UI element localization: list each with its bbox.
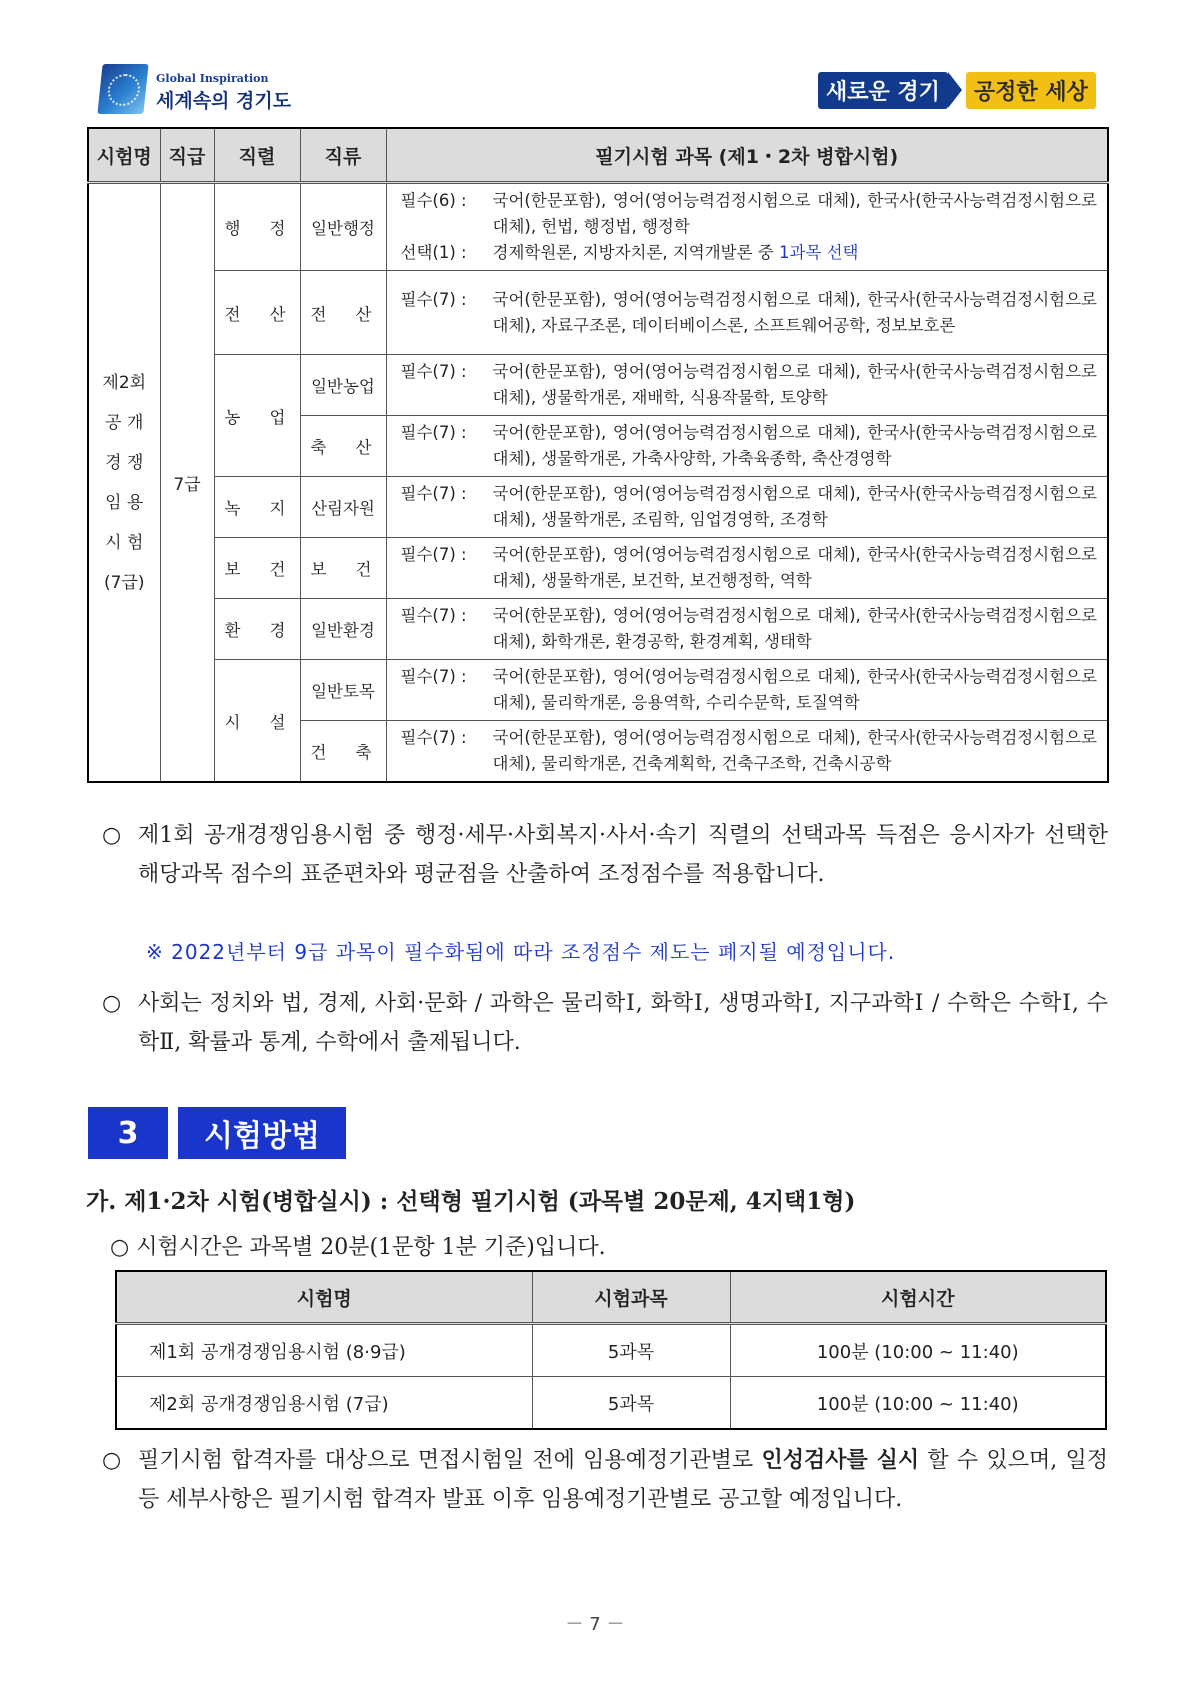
kind-cell: 산림자원 bbox=[300, 477, 386, 538]
time-table-header bbox=[116, 1271, 1106, 1324]
exam-name-cell bbox=[88, 183, 160, 783]
note-text: 제1회 공개경쟁임용시험 중 행정·세무·사회복지·사서·속기 직렬의 선택과목 득점은 응시자가 선택한 해당과목 점수의 표준편차와 평균점을 산출하여 조정점수를 적용합니다. bbox=[138, 823, 1108, 887]
kind-cell: 일반토목 bbox=[300, 660, 386, 721]
subjects-note bbox=[102, 984, 1108, 1062]
exam-time-note: ○ 시험시간은 과목별 20분(1문항 1분 기준)입니다. bbox=[110, 1235, 606, 1260]
selection-highlight: 1과목 선택 bbox=[779, 243, 859, 262]
section-number: 3 bbox=[88, 1107, 168, 1159]
slogan-banner bbox=[818, 72, 1096, 108]
exam-name-line: 제2회 bbox=[102, 372, 147, 393]
subjects-cell: 필수(7) : 국어(한문포함), 영어(영어능력검정시험으로 대체), 한국사(한국사능력검정시험으로 대체), 화학개론, 환경공학, 환경계획, 생태학 bbox=[386, 599, 1108, 660]
subjects-cell: 필수(7) : 국어(한문포함), 영어(영어능력검정시험으로 대체), 한국사(한국사능력검정시험으로 대체), 물리학개론, 응용역학, 수리수문학, 토질역학 bbox=[386, 660, 1108, 721]
series-cell: 전 산 bbox=[214, 271, 300, 355]
table-row bbox=[88, 271, 1108, 355]
subsection-heading: 가. 제1·2차 시험(병합실시) : 선택형 필기시험 (과목별 20문제, 4지택1형) bbox=[86, 1188, 856, 1215]
subject-count-cell: 5과목 bbox=[532, 1324, 730, 1377]
series-cell: 환 경 bbox=[214, 599, 300, 660]
gyeonggi-logo bbox=[100, 62, 300, 112]
kind-cell: 전 산 bbox=[300, 271, 386, 355]
exam-name-line: 공 개 bbox=[105, 412, 144, 433]
exam-time-cell: 100분 (10:00 ~ 11:40) bbox=[730, 1324, 1106, 1377]
series-cell: 녹 지 bbox=[214, 477, 300, 538]
series-cell: 행 정 bbox=[214, 183, 300, 271]
logo-subtitle: Global Inspiration bbox=[156, 72, 269, 85]
exam-name-line: 시 험 bbox=[105, 532, 144, 553]
bullet-icon: ○ bbox=[102, 991, 122, 1016]
subjects-cell: 필수(7) : 국어(한문포함), 영어(영어능력검정시험으로 대체), 한국사(한국사능력검정시험으로 대체), 생물학개론, 가축사양학, 가축육종학, 축산경영학 bbox=[386, 416, 1108, 477]
exam-name-cell: 제1회 공개경쟁임용시험 (8·9급) bbox=[116, 1324, 532, 1377]
subjects-table bbox=[87, 127, 1109, 783]
col-header-kind: 직류 bbox=[300, 128, 386, 183]
series-cell: 보 건 bbox=[214, 538, 300, 599]
kind-cell: 일반행정 bbox=[300, 183, 386, 271]
slogan-part-2: 공정한 세상 bbox=[966, 72, 1096, 109]
table-row bbox=[116, 1377, 1106, 1430]
personality-test-note bbox=[102, 1441, 1108, 1519]
col-header-series: 직렬 bbox=[214, 128, 300, 183]
kind-cell: 건 축 bbox=[300, 721, 386, 783]
col-header-exam: 시험명 bbox=[88, 128, 160, 183]
kind-cell: 축 산 bbox=[300, 416, 386, 477]
series-cell: 시 설 bbox=[214, 660, 300, 783]
subjects-cell: 필수(7) : 국어(한문포함), 영어(영어능력검정시험으로 대체), 한국사(한국사능력검정시험으로 대체), 생물학개론, 조림학, 임업경영학, 조경학 bbox=[386, 477, 1108, 538]
table-row bbox=[116, 1324, 1106, 1377]
emphasis-text: 인성검사를 실시 bbox=[761, 1447, 920, 1473]
col-header-exam-time: 시험시간 bbox=[730, 1271, 1106, 1324]
note-text: 필기시험 합격자를 대상으로 면접시험일 전에 임용예정기관별로 인성검사를 실시 할 수 있으며, 일정 등 세부사항은 필기시험 합격자 발표 이후 임용예정기관별로 공고할 예정입니다. bbox=[138, 1447, 1108, 1512]
adjusted-score-note bbox=[102, 816, 1108, 894]
exam-name-cell: 제2회 공개경쟁임용시험 (7급) bbox=[116, 1377, 532, 1430]
col-header-subjects: 필기시험 과목 (제1・2차 병합시험) bbox=[386, 128, 1108, 183]
abolish-notice: ※ 2022년부터 9급 과목이 필수화됨에 따라 조정점수 제도는 폐지될 예정입니다. bbox=[146, 940, 896, 964]
gyeonggi-logo-mark bbox=[97, 64, 148, 114]
note-text: 사회는 정치와 법, 경제, 사회·문화 / 과학은 물리학Ⅰ, 화학Ⅰ, 생명과학Ⅰ, 지구과학Ⅰ / 수학은 수학Ⅰ, 수학Ⅱ, 확률과 통계, 수학에서 출제됩니다. bbox=[138, 991, 1108, 1055]
exam-name-line: 임 용 bbox=[105, 492, 144, 513]
col-header-subject-count: 시험과목 bbox=[532, 1271, 730, 1324]
bullet-icon: ○ bbox=[102, 1448, 122, 1473]
subjects-cell: 필수(7) : 국어(한문포함), 영어(영어능력검정시험으로 대체), 한국사(한국사능력검정시험으로 대체), 생물학개론, 보건학, 보건행정학, 역학 bbox=[386, 538, 1108, 599]
table-row bbox=[88, 183, 1108, 271]
table-row bbox=[88, 477, 1108, 538]
subjects-cell: 필수(7) : 국어(한문포함), 영어(영어능력검정시험으로 대체), 한국사(한국사능력검정시험으로 대체), 생물학개론, 재배학, 식용작물학, 토양학 bbox=[386, 355, 1108, 416]
slogan-part-1: 새로운 경기 bbox=[818, 72, 948, 109]
slogan-arrow-icon bbox=[948, 72, 962, 108]
col-header-exam-name: 시험명 bbox=[116, 1271, 532, 1324]
logo-title: 세계속의 경기도 bbox=[156, 90, 292, 112]
subjects-table-header bbox=[88, 128, 1108, 183]
page-number: － 7 － bbox=[565, 1614, 625, 1635]
table-row bbox=[88, 660, 1108, 721]
exam-time-table bbox=[115, 1270, 1107, 1430]
section-title: 시험방법 bbox=[178, 1107, 346, 1159]
kind-cell: 보 건 bbox=[300, 538, 386, 599]
subjects-cell: 필수(7) : 국어(한문포함), 영어(영어능력검정시험으로 대체), 한국사(한국사능력검정시험으로 대체), 자료구조론, 데이터베이스론, 소프트웨어공학, 정보보호론 bbox=[386, 271, 1108, 355]
bullet-icon: ○ bbox=[102, 823, 122, 848]
subject-count-cell: 5과목 bbox=[532, 1377, 730, 1430]
grade-cell: 7급 bbox=[160, 183, 214, 783]
exam-name-line: (7급) bbox=[103, 572, 145, 593]
table-row bbox=[88, 355, 1108, 416]
kind-cell: 일반환경 bbox=[300, 599, 386, 660]
subjects-cell: 필수(6) : 국어(한문포함), 영어(영어능력검정시험으로 대체), 한국사(한국사능력검정시험으로 대체), 헌법, 행정법, 행정학 선택(1) : 경제학원론, 지방자치론, 지역개발론 중 1과목 선택 bbox=[386, 183, 1108, 271]
table-row bbox=[88, 599, 1108, 660]
exam-name-line: 경 쟁 bbox=[105, 452, 144, 473]
series-cell: 농 업 bbox=[214, 355, 300, 477]
table-row bbox=[88, 538, 1108, 599]
col-header-grade: 직급 bbox=[160, 128, 214, 183]
kind-cell: 일반농업 bbox=[300, 355, 386, 416]
exam-time-cell: 100분 (10:00 ~ 11:40) bbox=[730, 1377, 1106, 1430]
subjects-cell: 필수(7) : 국어(한문포함), 영어(영어능력검정시험으로 대체), 한국사(한국사능력검정시험으로 대체), 물리학개론, 건축계획학, 건축구조학, 건축시공학 bbox=[386, 721, 1108, 783]
